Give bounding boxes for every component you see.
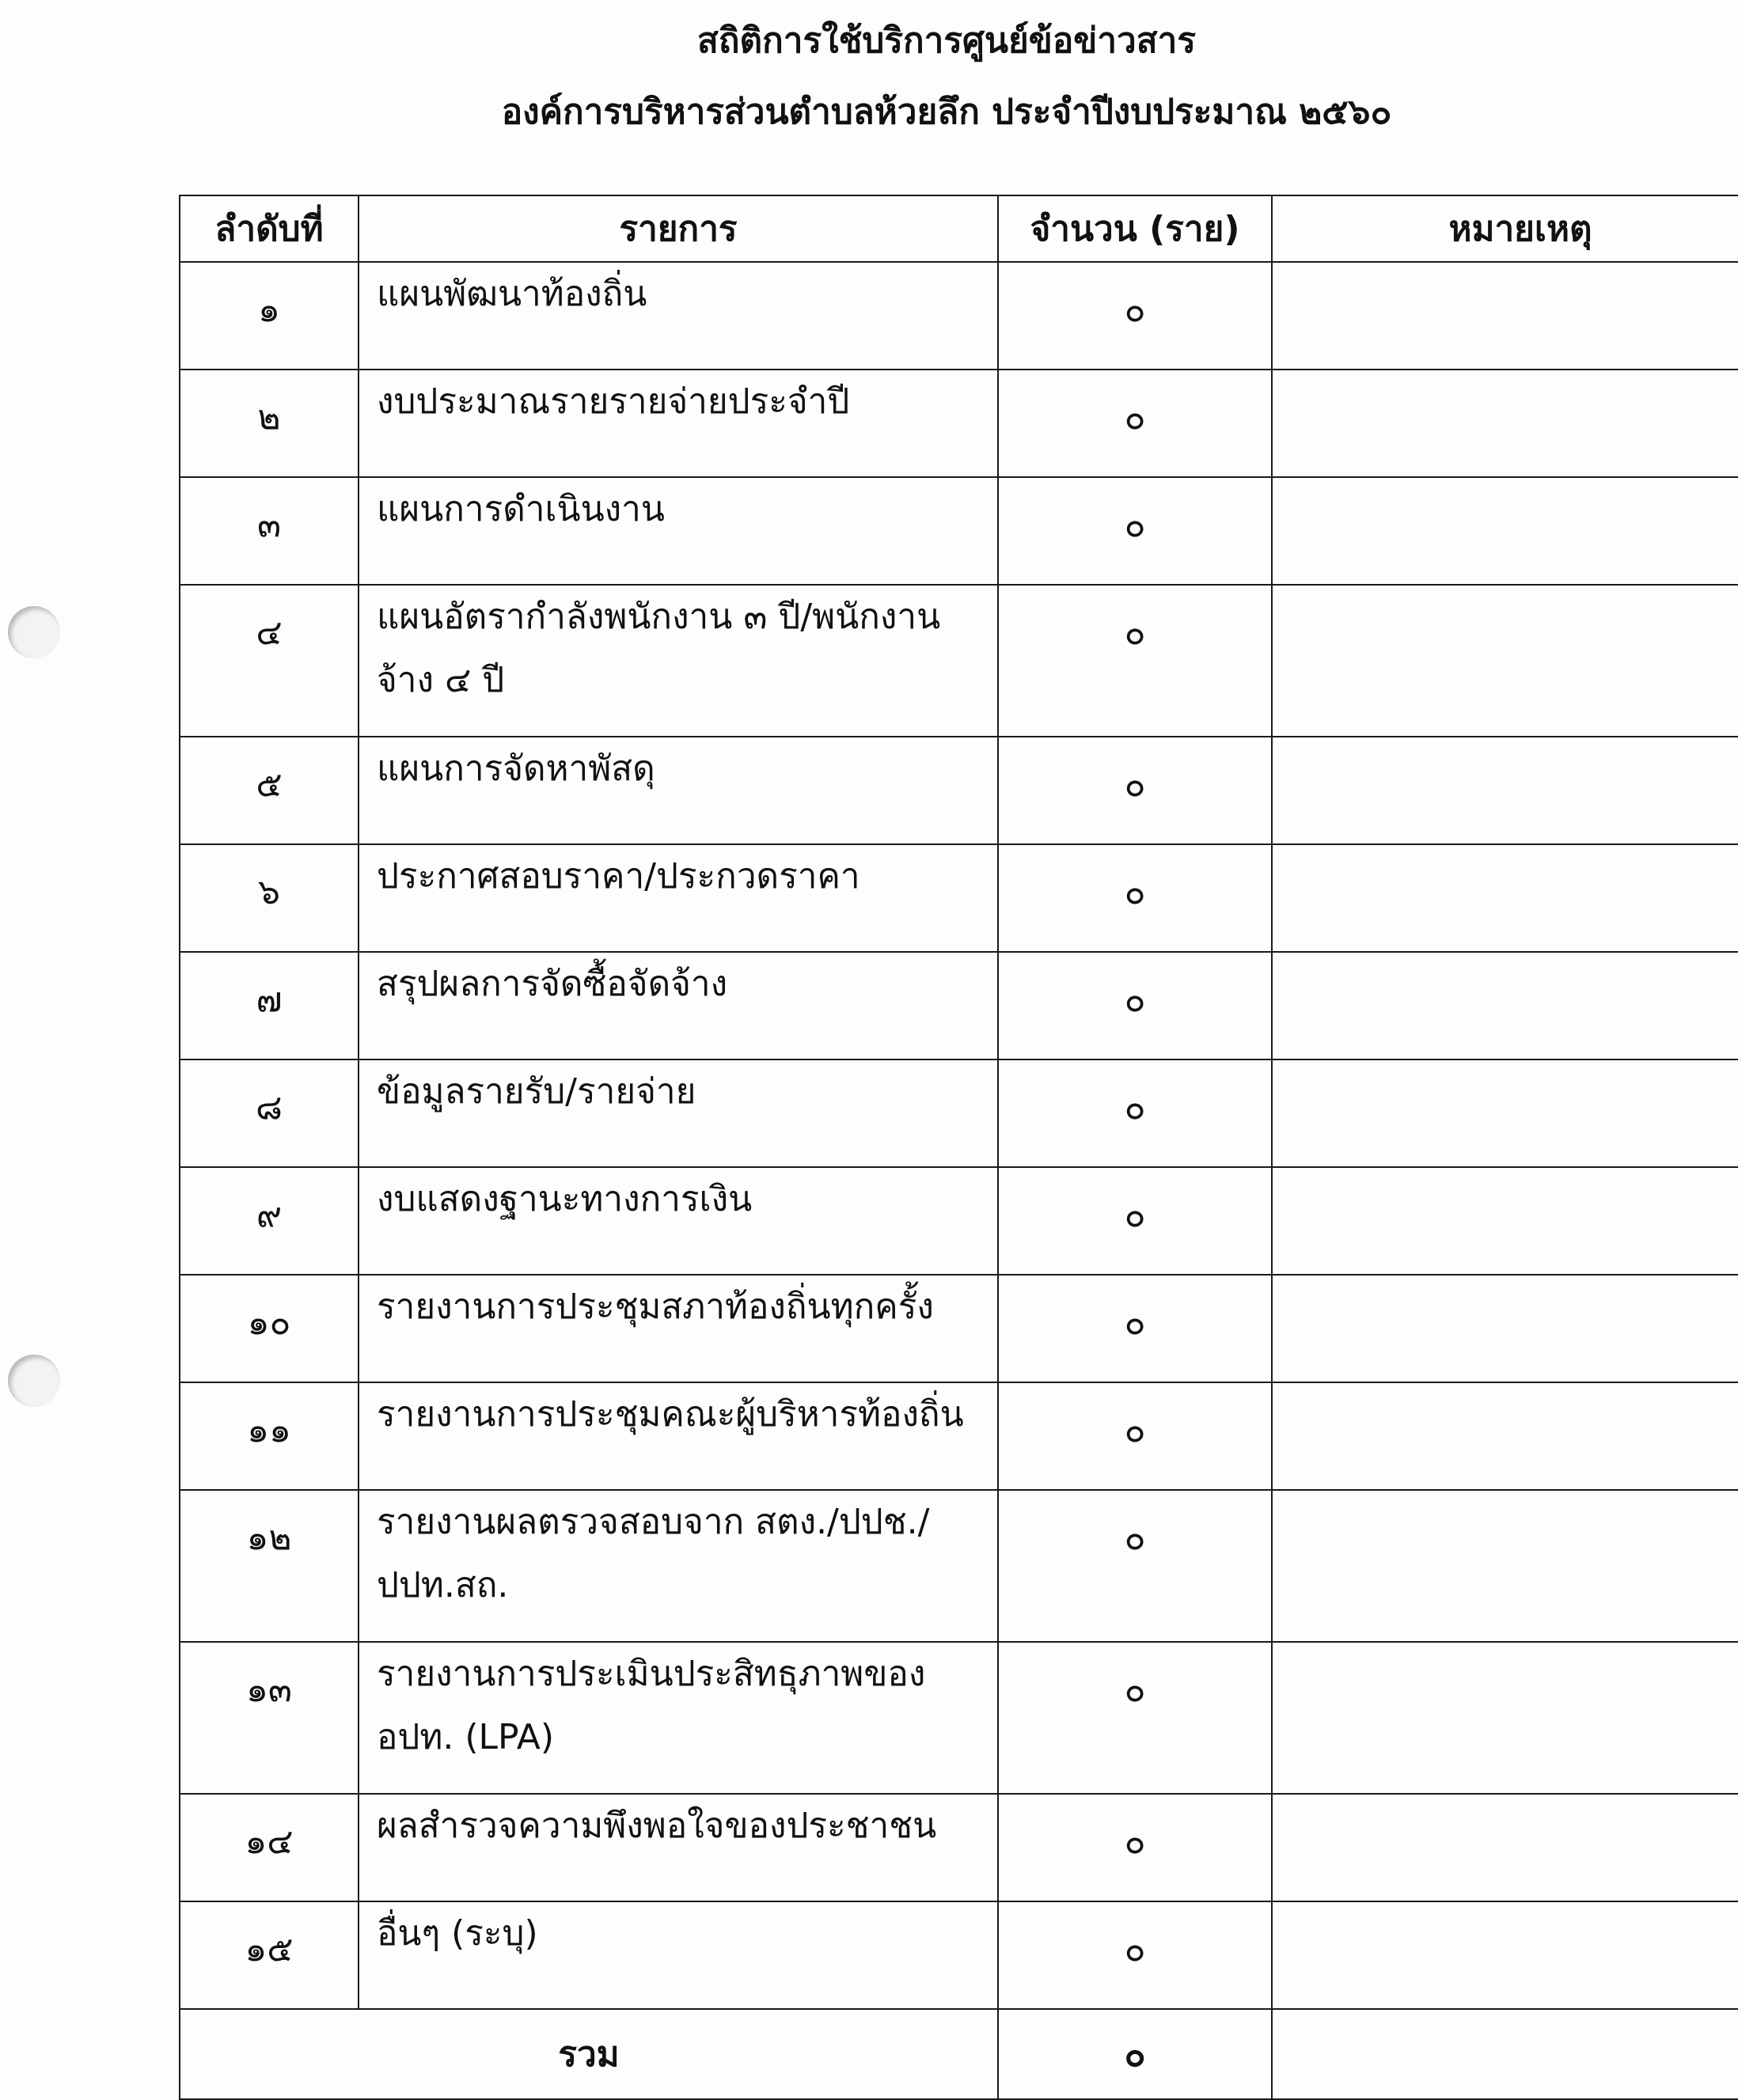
row-note — [1272, 1490, 1738, 1642]
row-item: อื่นๆ (ระบุ) — [359, 1901, 998, 2009]
table-row — [180, 1167, 1738, 1275]
row-note — [1272, 262, 1738, 370]
row-no: ๒ — [180, 370, 359, 477]
row-no: ๑๔ — [180, 1794, 359, 1901]
row-count: ๐ — [998, 1794, 1272, 1901]
table-row — [180, 370, 1738, 477]
row-item: แผนพัฒนาท้องถิ่น — [359, 262, 998, 370]
row-note — [1272, 1275, 1738, 1382]
row-count: ๐ — [998, 1901, 1272, 2009]
row-note — [1272, 737, 1738, 844]
row-count: ๐ — [998, 262, 1272, 370]
table-header-row — [180, 195, 1738, 262]
row-item: ข้อมูลรายรับ/รายจ่าย — [359, 1059, 998, 1167]
row-count: ๐ — [998, 952, 1272, 1059]
row-item: ผลสำรวจความพึงพอใจของประชาชน — [359, 1794, 998, 1901]
table-row — [180, 737, 1738, 844]
row-note — [1272, 370, 1738, 477]
table-row — [180, 1642, 1738, 1794]
row-item: ประกาศสอบราคา/ประกวดราคา — [359, 844, 998, 952]
row-count: ๐ — [998, 1167, 1272, 1275]
row-count: ๐ — [998, 1059, 1272, 1167]
row-count: ๐ — [998, 1490, 1272, 1642]
row-no: ๔ — [180, 585, 359, 737]
total-row — [180, 2009, 1738, 2099]
row-note — [1272, 477, 1738, 585]
row-item: งบแสดงฐานะทางการเงิน — [359, 1167, 998, 1275]
row-no: ๖ — [180, 844, 359, 952]
row-count: ๐ — [998, 370, 1272, 477]
row-no: ๓ — [180, 477, 359, 585]
row-item: แผนอัตรากำลังพนักงาน ๓ ปี/พนักงานจ้าง ๔ ปี — [359, 585, 998, 737]
row-note — [1272, 585, 1738, 737]
header-count: จำนวน (ราย) — [998, 195, 1272, 262]
row-item: รายงานการประชุมคณะผู้บริหารท้องถิ่น — [359, 1382, 998, 1490]
row-note — [1272, 1642, 1738, 1794]
table-row — [180, 952, 1738, 1059]
punch-hole — [8, 1355, 60, 1407]
row-count: ๐ — [998, 585, 1272, 737]
document-title: สถิติการใช้บริการศูนย์ข้อข่าวสาร — [697, 21, 1196, 61]
row-note — [1272, 952, 1738, 1059]
row-item: รายงานผลตรวจสอบจาก สตง./ปปช./ปปท.สถ. — [359, 1490, 998, 1642]
row-count: ๐ — [998, 1642, 1272, 1794]
row-count: ๐ — [998, 737, 1272, 844]
row-note — [1272, 1059, 1738, 1167]
row-note — [1272, 1901, 1738, 2009]
table-row — [180, 1059, 1738, 1167]
row-no: ๑๒ — [180, 1490, 359, 1642]
table-row — [180, 1382, 1738, 1490]
row-item: แผนการดำเนินงาน — [359, 477, 998, 585]
row-item: งบประมาณรายรายจ่ายประจำปี — [359, 370, 998, 477]
row-note — [1272, 1167, 1738, 1275]
row-no: ๕ — [180, 737, 359, 844]
row-no: ๙ — [180, 1167, 359, 1275]
punch-hole — [8, 606, 60, 658]
row-count: ๐ — [998, 844, 1272, 952]
statistics-table — [179, 195, 1738, 2100]
row-count: ๐ — [998, 1382, 1272, 1490]
row-note — [1272, 1794, 1738, 1901]
total-note — [1272, 2009, 1738, 2099]
row-note — [1272, 1382, 1738, 1490]
row-no: ๘ — [180, 1059, 359, 1167]
row-item: รายงานการประชุมสภาท้องถิ่นทุกครั้ง — [359, 1275, 998, 1382]
row-count: ๐ — [998, 1275, 1272, 1382]
row-item: รายงานการประเมินประสิทธุภาพของ อปท. (LPA) — [359, 1642, 998, 1794]
table-row — [180, 844, 1738, 952]
total-count: ๐ — [998, 2009, 1272, 2099]
row-count: ๐ — [998, 477, 1272, 585]
row-no: ๑๐ — [180, 1275, 359, 1382]
table-row — [180, 585, 1738, 737]
table-row — [180, 1794, 1738, 1901]
row-item: สรุปผลการจัดซื้อจัดจ้าง — [359, 952, 998, 1059]
total-label: รวม — [180, 2009, 998, 2099]
document-subtitle: องค์การบริหารส่วนตำบลห้วยลึก ประจำปีงบประมาณ ๒๕๖๐ — [501, 92, 1392, 132]
row-no: ๑๓ — [180, 1642, 359, 1794]
table-row — [180, 262, 1738, 370]
row-no: ๑ — [180, 262, 359, 370]
row-item: แผนการจัดหาพัสดุ — [359, 737, 998, 844]
table-row — [180, 1490, 1738, 1642]
table-row — [180, 1901, 1738, 2009]
header-note: หมายเหตุ — [1272, 195, 1738, 262]
header-no: ลำดับที่ — [180, 195, 359, 262]
row-note — [1272, 844, 1738, 952]
row-no: ๗ — [180, 952, 359, 1059]
table-row — [180, 1275, 1738, 1382]
header-item: รายการ — [359, 195, 998, 262]
table-row — [180, 477, 1738, 585]
row-no: ๑๕ — [180, 1901, 359, 2009]
row-no: ๑๑ — [180, 1382, 359, 1490]
